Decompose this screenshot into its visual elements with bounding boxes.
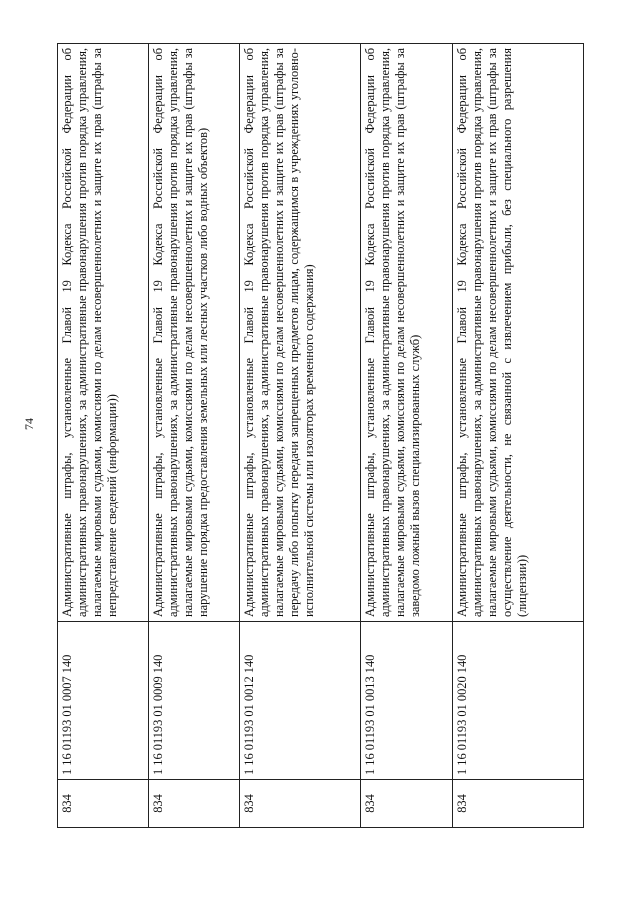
kbk-code-cell: 1 16 01193 01 0007 140 bbox=[58, 622, 149, 780]
kbk-code-cell: 1 16 01193 01 0009 140 bbox=[149, 622, 240, 780]
rotated-table-wrapper bbox=[57, 43, 583, 828]
table-row bbox=[240, 44, 361, 828]
revenue-name-cell: Административные штрафы, установленные Главой 19 Кодекса Российской Федерации об административных правонарушениях, за административные правонарушения против порядка управления, налагаемые мировыми судьями, комиссиями по делам несовершеннолетних и защите их прав (штрафы за передачу либо попытку передачи запрещенных предметов лицам, содержащимся в учреждениях уголовно-исполнительной системы или изоляторах временного содержания) bbox=[240, 44, 361, 622]
revenue-name-cell: Административные штрафы, установленные Главой 19 Кодекса Российской Федерации об административных правонарушениях, за административные правонарушения против порядка управления, налагаемые мировыми судьями, комиссиями по делам несовершеннолетних и защите их прав (штрафы за заведомо ложный вызов специализированных служб) bbox=[361, 44, 453, 622]
revenue-name-cell: Административные штрафы, установленные Главой 19 Кодекса Российской Федерации об административных правонарушениях, за административные правонарушения против порядка управления, налагаемые мировыми судьями, комиссиями по делам несовершеннолетних и защите их прав (штрафы за непредставление сведений (информации)) bbox=[58, 44, 149, 622]
table-row bbox=[453, 44, 584, 828]
table-row bbox=[361, 44, 453, 828]
admin-code-cell: 834 bbox=[58, 780, 149, 828]
kbk-code-cell: 1 16 01193 01 0013 140 bbox=[361, 622, 453, 780]
revenue-codes-table bbox=[57, 43, 584, 828]
table-row bbox=[58, 44, 149, 828]
admin-code-cell: 834 bbox=[453, 780, 584, 828]
table-row bbox=[149, 44, 240, 828]
revenue-name-cell: Административные штрафы, установленные Главой 19 Кодекса Российской Федерации об административных правонарушениях, за административные правонарушения против порядка управления, налагаемые мировыми судьями, комиссиями по делам несовершеннолетних и защите их прав (штрафы за осуществление деятельности, не связанной с извлечением прибыли, без специального разрешения (лицензии)) bbox=[453, 44, 584, 622]
admin-code-cell: 834 bbox=[240, 780, 361, 828]
admin-code-cell: 834 bbox=[149, 780, 240, 828]
revenue-name-cell: Административные штрафы, установленные Главой 19 Кодекса Российской Федерации об административных правонарушениях, за административные правонарушения против порядка управления, налагаемые мировыми судьями, комиссиями по делам несовершеннолетних и защите их прав (штрафы за нарушение порядка предоставления земельных или лесных участков либо водных объектов) bbox=[149, 44, 240, 622]
page-number: 74 bbox=[22, 418, 36, 430]
kbk-code-cell: 1 16 01193 01 0012 140 bbox=[240, 622, 361, 780]
kbk-code-cell: 1 16 01193 01 0020 140 bbox=[453, 622, 584, 780]
admin-code-cell: 834 bbox=[361, 780, 453, 828]
